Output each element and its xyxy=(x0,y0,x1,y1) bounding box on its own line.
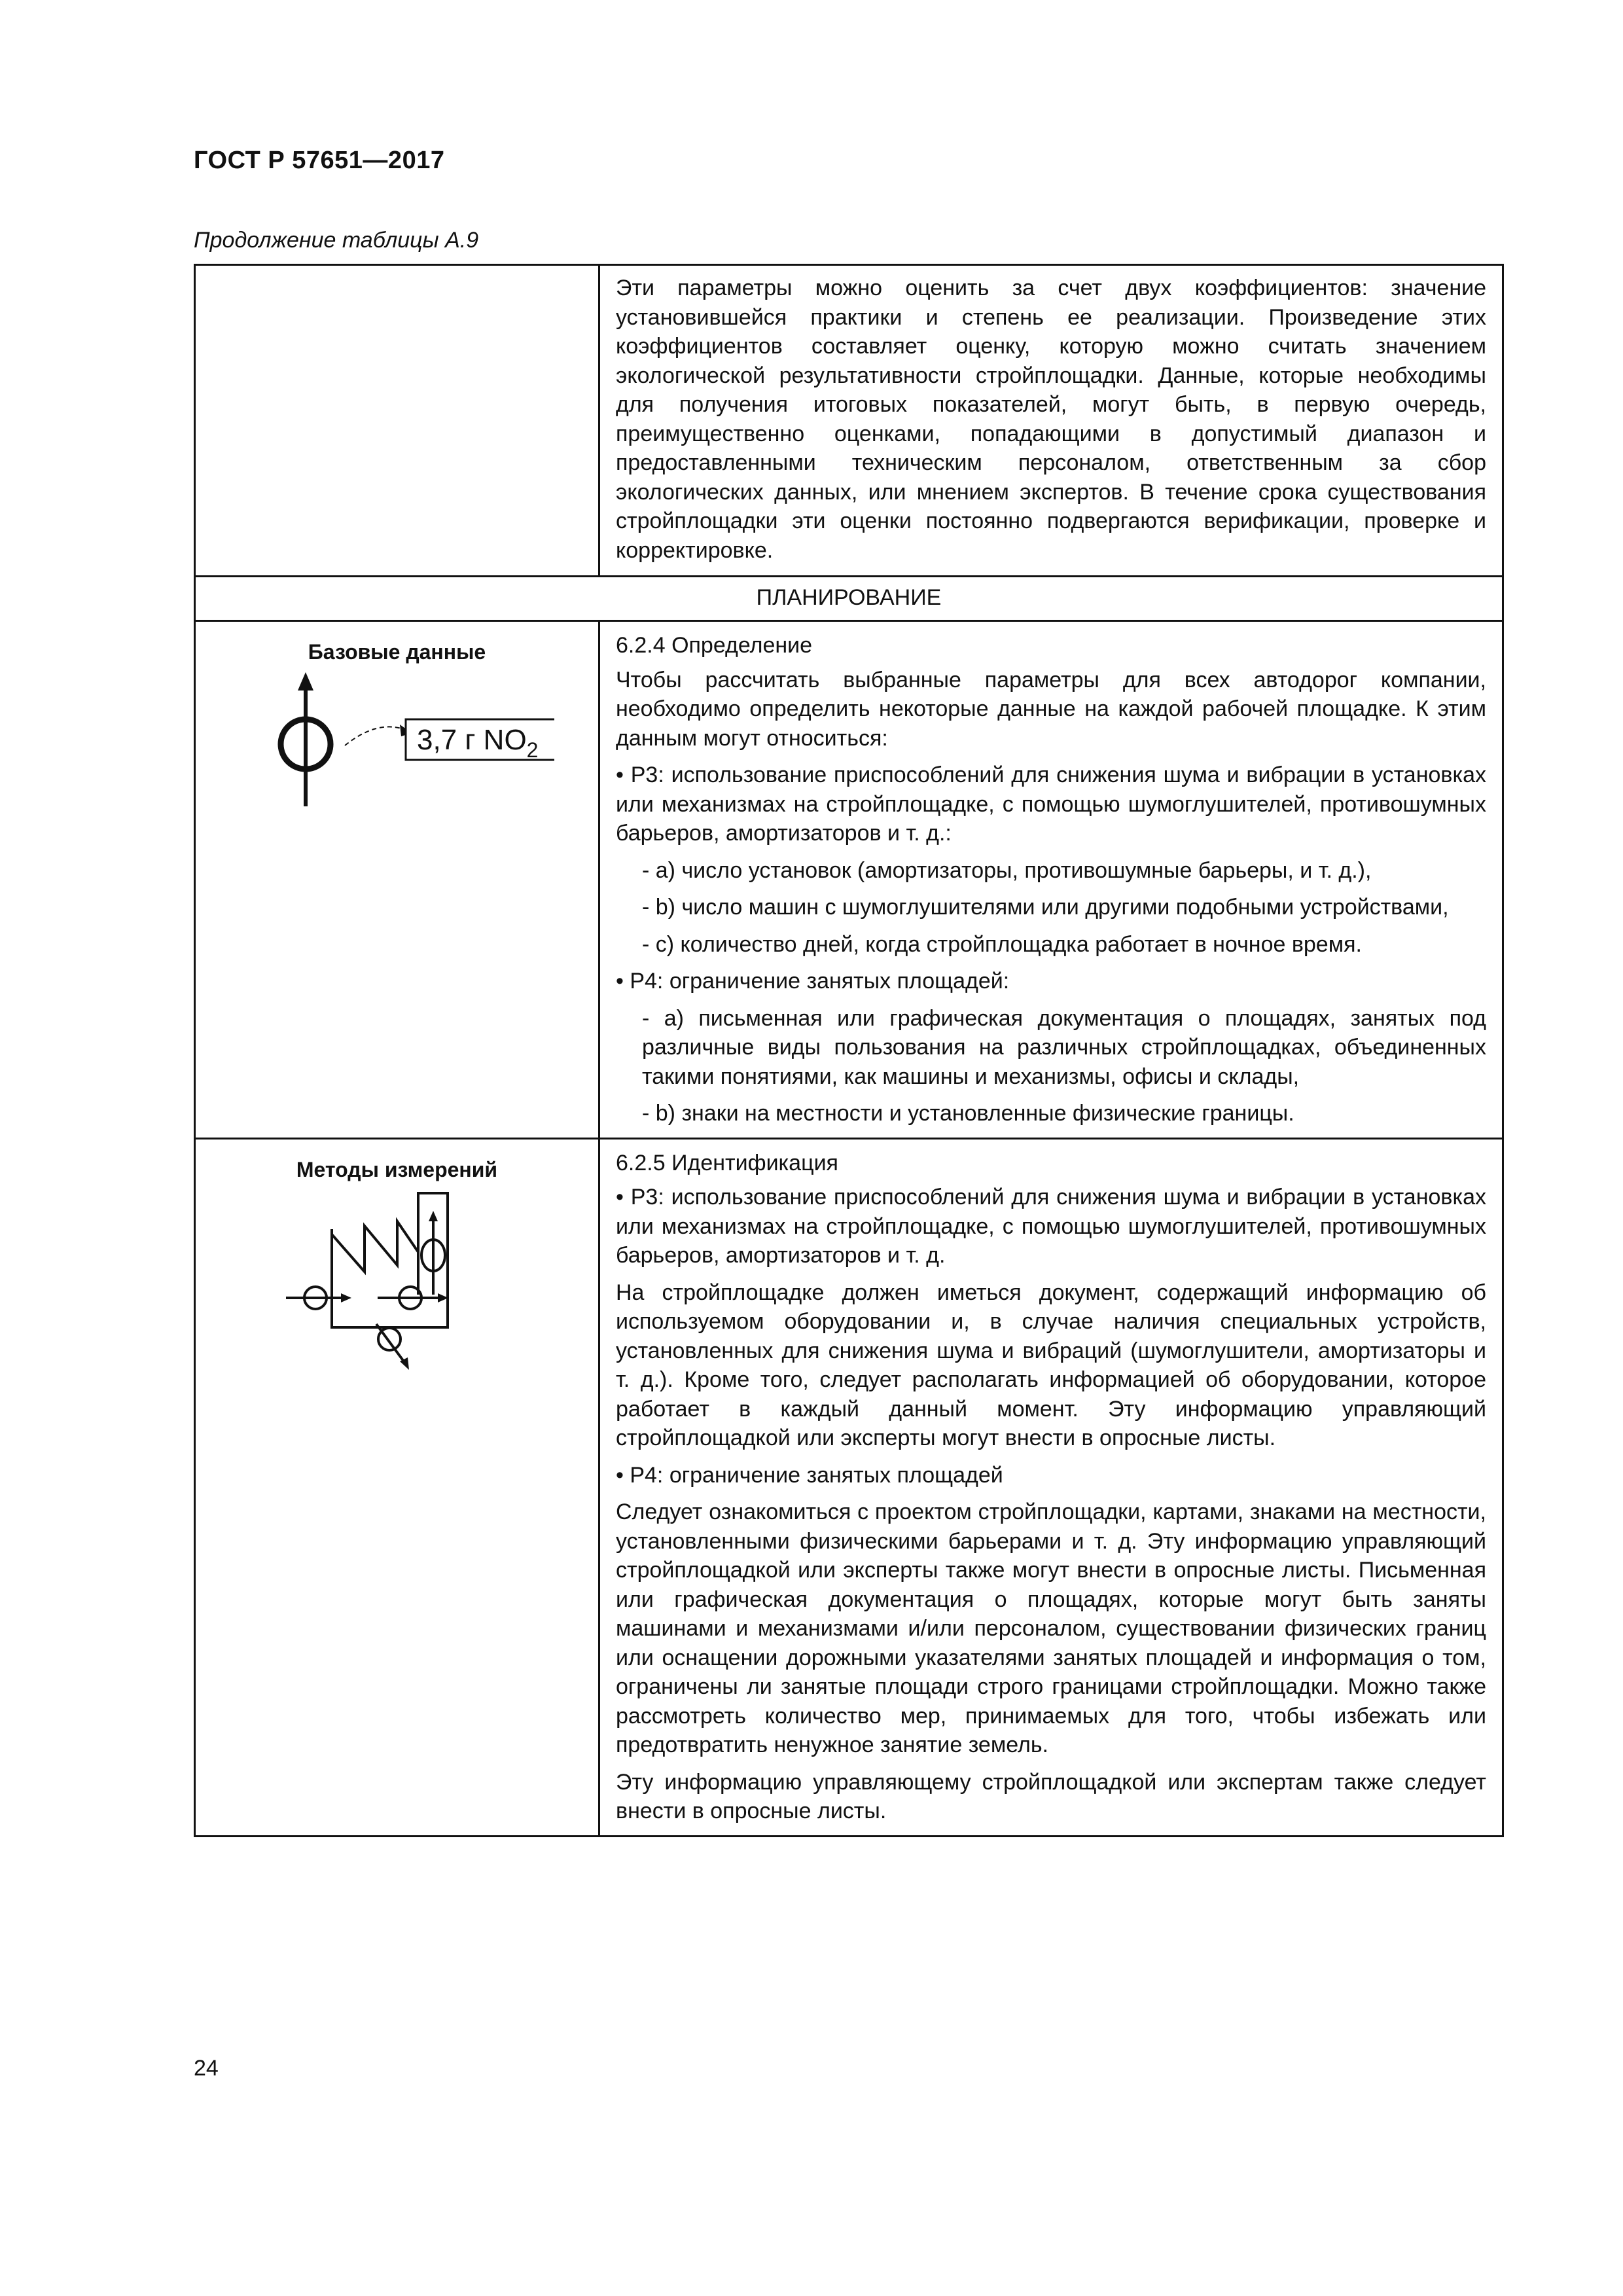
methods-figure-cell xyxy=(195,1138,599,1836)
table-row xyxy=(195,621,1503,1139)
base-data-paragraph: Чтобы рассчитать выбранные параметры для всех автодорог компании, необходимо определить некоторые данные на каждой рабочей площадке. К этим данным могут относиться: xyxy=(616,667,1486,751)
p4-item-b: - b) знаки на местности и установленные физические границы. xyxy=(642,1101,1294,1126)
methods-text-cell xyxy=(599,1138,1503,1836)
table-row xyxy=(195,265,1503,577)
table-continuation-caption: Продолжение таблицы А.9 xyxy=(194,228,479,253)
base-data-heading: 6.2.4 Определение xyxy=(616,633,813,658)
measurement-methods-pictogram xyxy=(279,1190,515,1412)
p3-bullet: • Р3: использование приспособлений для снижения шума и вибрации в установках или механизмах на стройплощадке, с помощью шумоглушителей, противошумных барьеров, амортизаторов и т. д.: xyxy=(616,762,1486,846)
methods-paragraph: Следует ознакомиться с проектом стройплощадки, картами, знаками на местности, установленными физическими барьерами и т. д. Эту информацию управляющий стройплощадкой или эксперты также могут внести в опросные листы. Письменная или графическая документация о площадях, которые могут быть заняты машинами и механизмами и/или персоналом, существовании физических границ или оснащении дорожными указателями занятых площадей и информация о том, ограничены ли занятые площади строго границами стройплощадки. Можно также рассмотреть количество мер, принимаемых для того, чтобы избежать или предотвратить ненужное занятие земель. xyxy=(616,1499,1486,1757)
measurement-value: 3,7 г $NO_2$ xyxy=(416,724,538,762)
base-data-figure-cell xyxy=(195,621,599,1139)
p3-item-b: - b) число машин с шумоглушителями или другими подобными устройствами, xyxy=(642,895,1449,920)
p3-item-a: - a) число установок (амортизаторы, противошумные барьеры, и т. д.), xyxy=(642,857,1372,883)
page-number: 24 xyxy=(194,2056,219,2081)
methods-paragraph: На стройплощадке должен иметься документ, содержащий информацию об используемом оборудовании и, в случае наличия специальных устройств, установленных для снижения шума и вибраций (шумоглушители, амортизаторы и т. д.). Кроме того, следует располагать информацией об оборудовании, которое работает в каждый данный момент. Эту информацию управляющий стройплощадкой или эксперты могут внести в опросные листы. xyxy=(616,1280,1486,1450)
methods-paragraph: Эту информацию управляющему стройплощадкой или экспертам также следует внести в опросные листы. xyxy=(616,1769,1486,1823)
empty-figure-cell xyxy=(195,265,599,577)
table-row xyxy=(195,1138,1503,1836)
p4-item-a: - a) письменная или графическая документация о площадях, занятых под различные виды пользования на различных стройплощадках, объединенных такими понятиями, как машины и механизмы, офисы и склады, xyxy=(642,1005,1486,1089)
document-standard-title: ГОСТ Р 57651—2017 xyxy=(194,147,445,174)
p4-bullet: • Р4: ограничение занятых площадей: xyxy=(616,969,1010,994)
base-data-label: Базовые данные xyxy=(308,640,486,664)
p3-item-c: - c) количество дней, когда стройплощадка работает в ночное время. xyxy=(642,931,1362,957)
section-title: ПЛАНИРОВАНИЕ xyxy=(756,585,942,610)
base-data-text-cell xyxy=(599,621,1503,1139)
noise-barrier-icon xyxy=(332,1193,448,1327)
intro-paragraph: Эти параметры можно оценить за счет двух коэффициентов: значение установившейся практики и степень ее реализации. Произведение этих коэффициентов составляет оценку, которую можно считать значением экологической результативности стройплощадки. Данные, которые необходимы для получения итоговых показателей, могут быть, в первую очередь, преимущественно оценками, попадающими в допустимый диапазон и предоставленными техническим персоналом, ответственным за сбор экологических данных, или мнением экспертов. В течение срока существования стройплощадки эти оценки постоянно подвергаются верификации, проверке и корректировке. xyxy=(616,276,1486,563)
methods-label: Методы измерений xyxy=(296,1157,498,1181)
methods-heading: 6.2.5 Идентификация xyxy=(616,1150,838,1175)
intro-text-cell xyxy=(599,265,1503,577)
section-header-cell xyxy=(195,577,1503,621)
flow-meter-icon xyxy=(281,672,330,806)
base-data-pictogram xyxy=(240,672,554,810)
specification-table xyxy=(194,264,1504,1837)
methods-paragraph: • Р4: ограничение занятых площадей xyxy=(616,1462,1003,1488)
table-row xyxy=(195,577,1503,621)
methods-paragraph: • Р3: использование приспособлений для снижения шума и вибрации в установках или механизмах на стройплощадке, с помощью шумоглушителей, противошумных барьеров, амортизаторов и т. д. xyxy=(616,1185,1486,1268)
dashed-arrow-icon xyxy=(345,726,405,745)
